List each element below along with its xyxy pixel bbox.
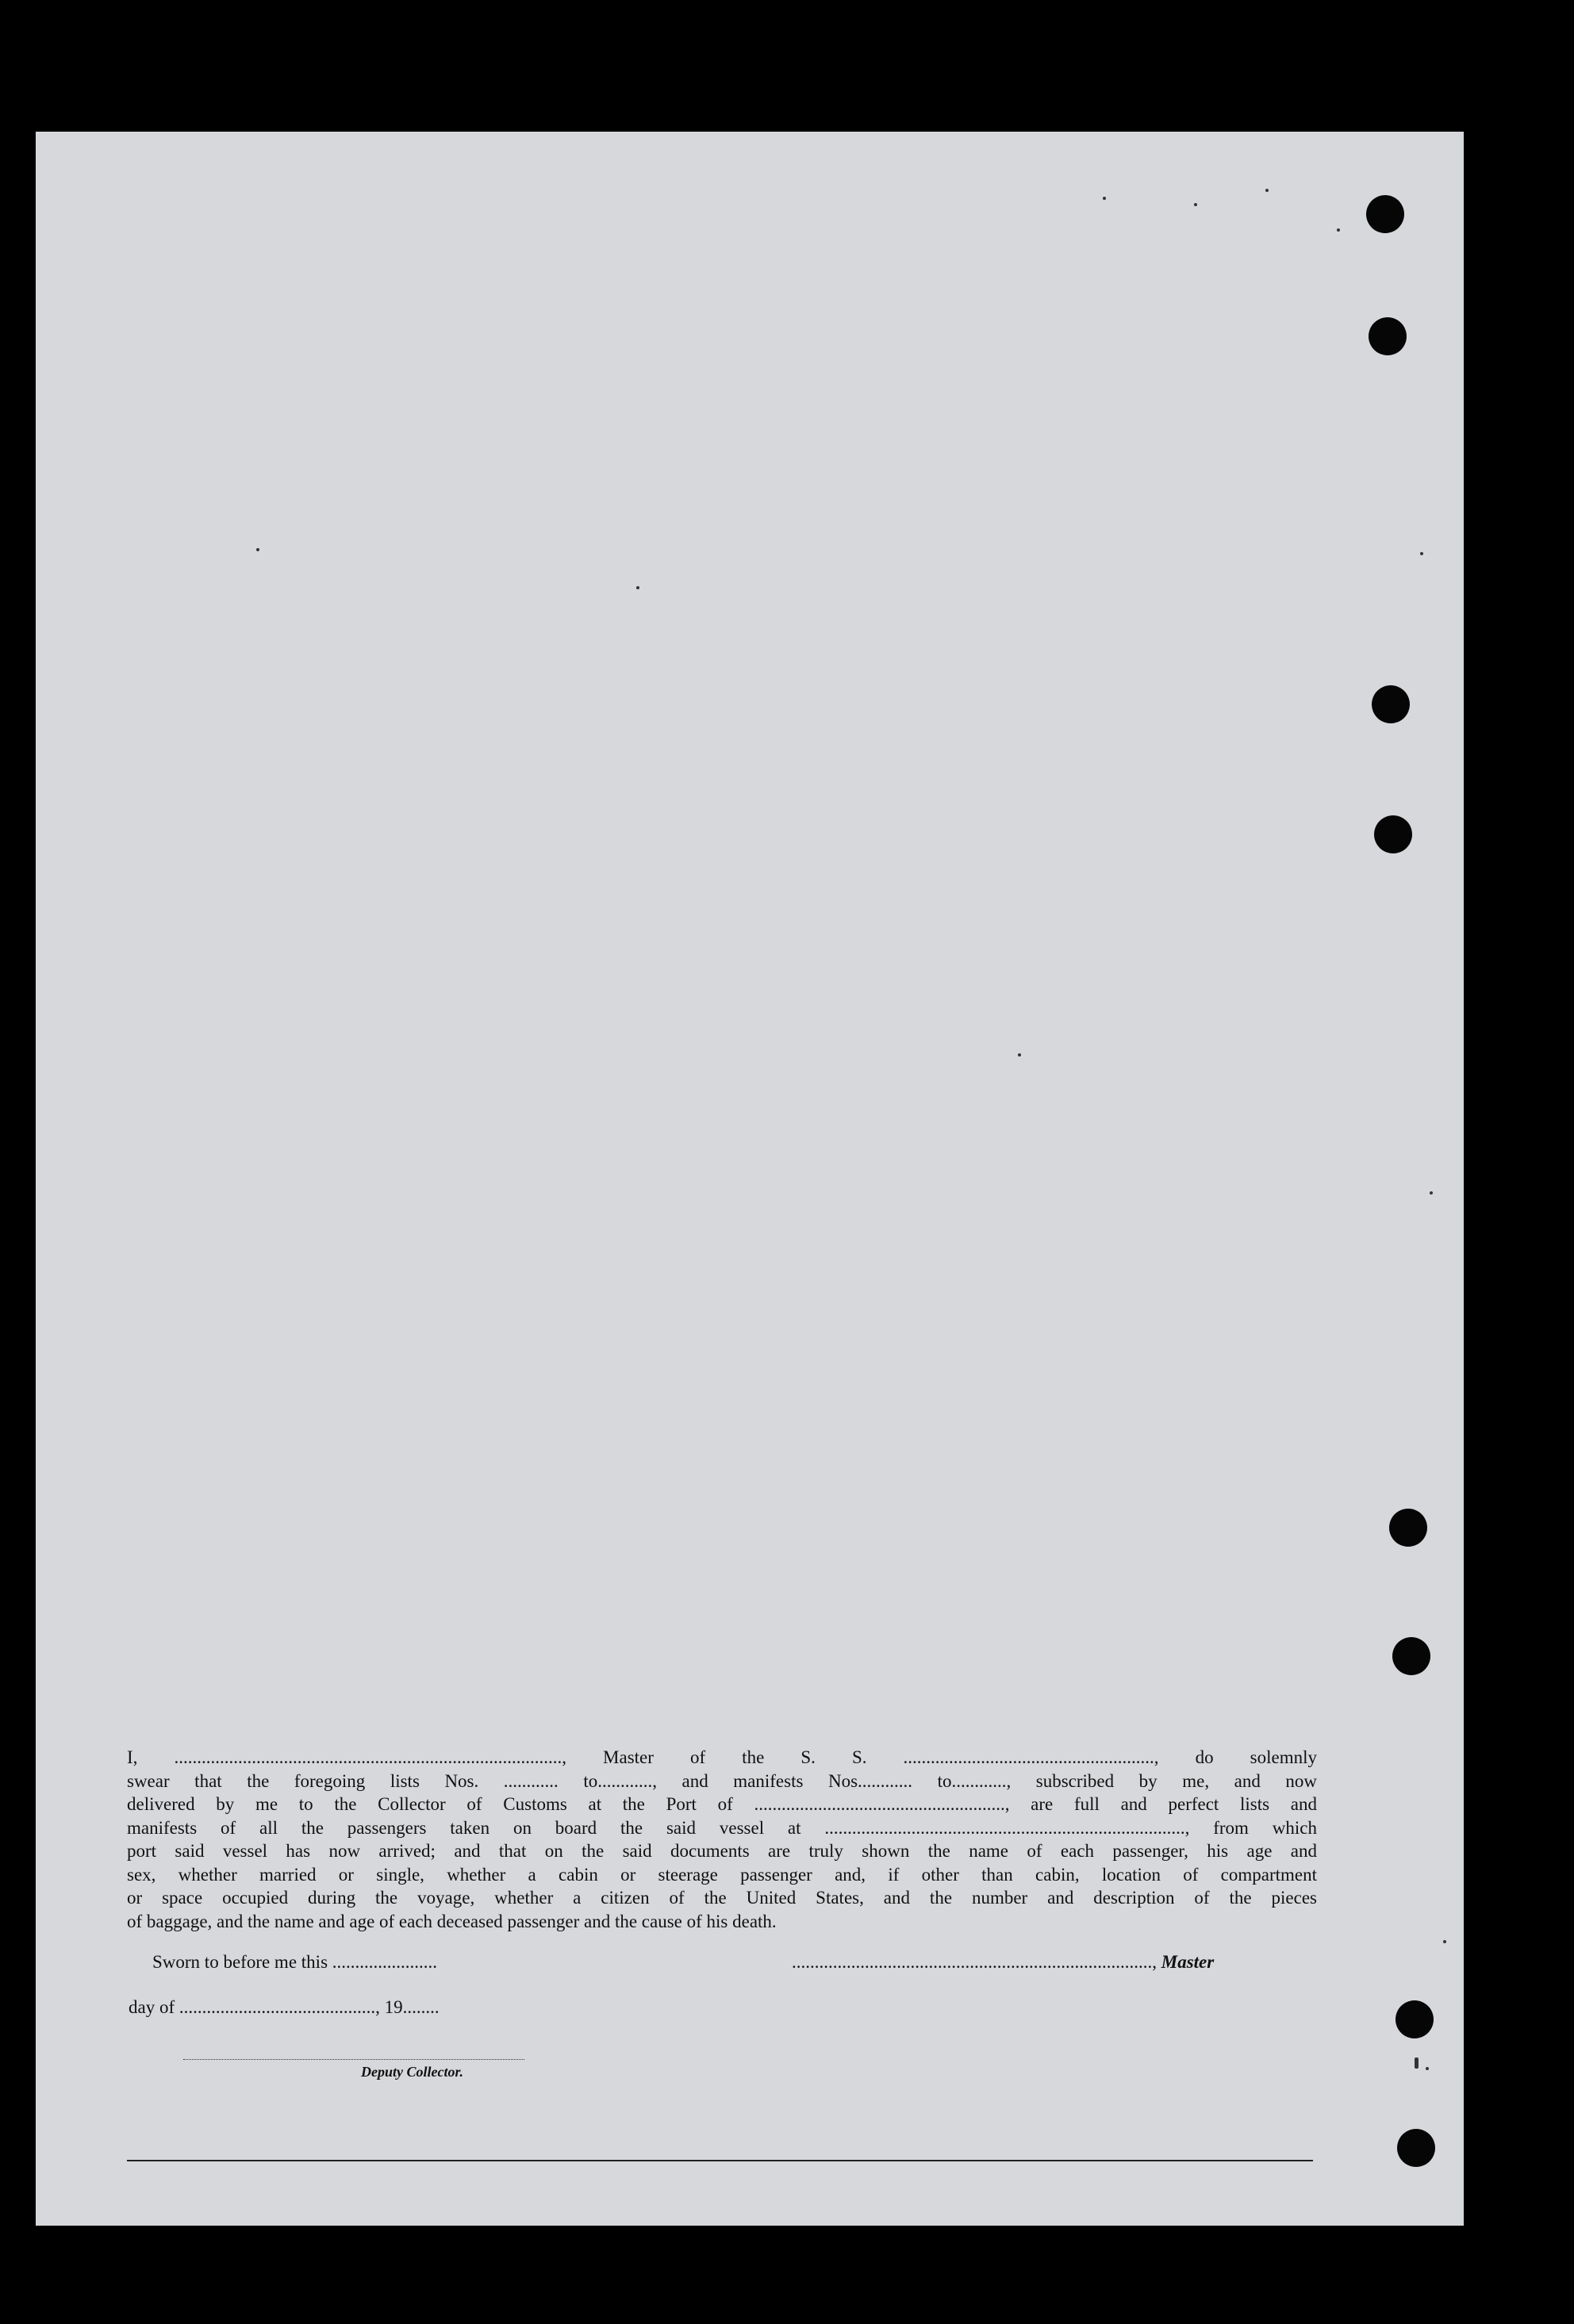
bottom-rule xyxy=(127,2160,1313,2161)
punch-hole-icon xyxy=(1389,1509,1427,1547)
speck xyxy=(1265,189,1269,192)
oath-line: of baggage, and the name and age of each deceased passenger and the cause of his death. xyxy=(127,1911,777,1931)
speck xyxy=(1415,2057,1419,2069)
punch-hole-icon xyxy=(1366,195,1404,233)
punch-hole-icon xyxy=(1395,2000,1434,2038)
speck xyxy=(1337,228,1340,232)
speck xyxy=(1420,552,1423,555)
speck xyxy=(1443,1940,1446,1943)
oath-line: swear that the foregoing lists Nos. ............ to............, and manifests Nos............ to............, subscribed by me, and now xyxy=(127,1770,1317,1791)
punch-hole-icon xyxy=(1374,815,1412,853)
master-label: Master xyxy=(1161,1952,1215,1972)
oath-line: sex, whether married or single, whether a cabin or steerage passenger and, if other than cabin, location of compartment xyxy=(127,1864,1317,1885)
master-signature-dots: ..............................................................................., xyxy=(792,1952,1157,1972)
day-of-line: day of ..........................................., 19........ xyxy=(129,1997,440,2017)
punch-hole-icon xyxy=(1392,1637,1430,1675)
sworn-before-line: Sworn to before me this ....................... xyxy=(152,1952,438,1972)
speck xyxy=(636,586,639,589)
punch-hole-icon xyxy=(1397,2129,1435,2167)
punch-hole-icon xyxy=(1369,317,1407,355)
document-page xyxy=(36,132,1464,2226)
speck xyxy=(1430,1191,1433,1195)
oath-line: manifests of all the passengers taken on board the said vessel at ..............................................................................., from which xyxy=(127,1817,1317,1838)
speck xyxy=(1426,2067,1429,2070)
oath-line: port said vessel has now arrived; and that on the said documents are truly shown the name of each passenger, his age and xyxy=(127,1841,1317,1861)
speck xyxy=(1018,1053,1021,1057)
speck xyxy=(256,548,259,551)
oath-line: delivered by me to the Collector of Customs at the Port of ......................................................., are full and perfect lists and xyxy=(127,1794,1317,1814)
speck xyxy=(1103,197,1106,200)
oath-line: or space occupied during the voyage, whether a citizen of the United States, and the number and description of the pieces xyxy=(127,1888,1317,1908)
speck xyxy=(1194,203,1197,206)
deputy-collector-label: Deputy Collector. xyxy=(361,2064,463,2080)
oath-line: I, ....................................................................................., Master of the S. S. ......................................................., do solemnly xyxy=(127,1747,1317,1767)
punch-hole-icon xyxy=(1372,685,1410,723)
master-oath-paragraph xyxy=(127,1746,1317,1933)
master-signature-line xyxy=(792,1952,1214,1973)
deputy-collector-signature-line xyxy=(183,2059,524,2060)
